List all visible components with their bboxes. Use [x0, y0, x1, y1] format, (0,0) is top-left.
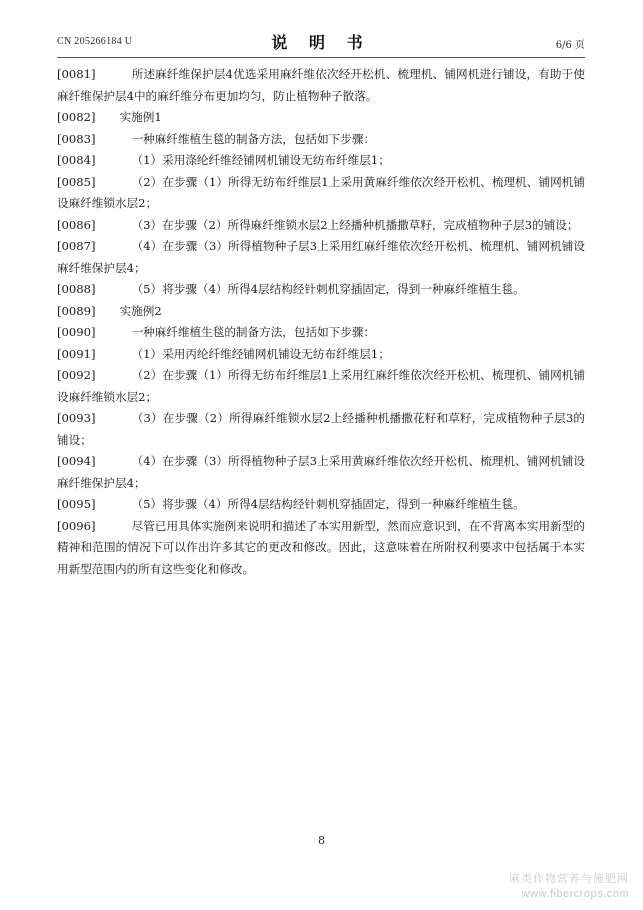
- paragraph: [57, 172, 585, 215]
- paragraph-tag: [0083]: [57, 131, 96, 146]
- paragraph: [57, 129, 585, 151]
- paragraph-tag: [0085]: [57, 174, 96, 189]
- footer-page-number: 8: [318, 834, 325, 847]
- paragraph-tag: [0094]: [57, 454, 96, 468]
- paragraph-text: （4）在步骤（3）所得植物种子层3上采用红麻纤维依次经开松机、梳理机、铺网机铺设麻纤维保护层4；: [57, 239, 585, 275]
- paragraph: [57, 494, 585, 516]
- paragraph: [57, 301, 585, 323]
- paragraph-text: 尽管已用具体实施例来说明和描述了本实用新型，然而应意识到，在不背离本实用新型的精神和范围的情况下可以作出许多其它的更改和修改。因此，这意味着在所附权利要求中包括属于本实用新型范围内的所有这些变化和修改。: [57, 518, 585, 576]
- paragraph-text: 实施例1: [119, 110, 162, 124]
- paragraph-tag: [0087]: [57, 239, 96, 253]
- watermark: [509, 872, 629, 902]
- paragraph-tag: [0088]: [57, 282, 96, 296]
- watermark-url: www.fibercrops.com: [521, 888, 629, 901]
- paragraph-text: （5）将步骤（4）所得4层结构经针刺机穿插固定，得到一种麻纤维植生毯。: [131, 497, 525, 511]
- paragraph-tag: [0081]: [57, 67, 96, 81]
- paragraph-tag: [0089]: [57, 303, 96, 318]
- paragraph: [57, 215, 585, 237]
- paragraph-tag: [0084]: [57, 153, 96, 167]
- watermark-site-name: 麻类作物营养与施肥网: [509, 873, 629, 886]
- page-indicator: 6/6 页: [555, 40, 585, 51]
- paragraph-text: （3）在步骤（2）所得麻纤维锁水层2上经播种机播撒草籽，完成植物种子层3的铺设；: [131, 217, 579, 232]
- paragraph-tag: [0096]: [57, 518, 96, 533]
- paragraph-text: （4）在步骤（3）所得植物种子层3上采用黄麻纤维依次经开松机、梳理机、铺网机铺设麻纤维保护层4；: [57, 454, 585, 490]
- document-body: [57, 64, 585, 580]
- paragraph-text: 一种麻纤维植生毯的制备方法，包括如下步骤：: [131, 325, 376, 339]
- paragraph: [57, 236, 585, 279]
- document-number: CN 205266184 U: [57, 36, 133, 47]
- paragraph-tag: [0086]: [57, 217, 96, 232]
- paragraph-text: （5）将步骤（4）所得4层结构经针刺机穿插固定，得到一种麻纤维植生毯。: [131, 282, 525, 296]
- paragraph: [57, 365, 585, 408]
- paragraph-tag: [0095]: [57, 497, 96, 511]
- paragraph-text: （3）在步骤（2）所得麻纤维锁水层2上经播种机播撒花籽和草籽，完成植物种子层3的铺设；: [57, 411, 585, 447]
- paragraph: [57, 64, 585, 107]
- paragraph: [57, 344, 585, 366]
- paragraph: [57, 150, 585, 172]
- paragraph-tag: [0091]: [57, 346, 96, 361]
- paragraph: [57, 516, 585, 581]
- paragraph: [57, 451, 585, 494]
- paragraph-tag: [0082]: [57, 110, 96, 124]
- paragraph-text: 所述麻纤维保护层4优选采用麻纤维依次经开松机、梳理机、铺网机进行铺设，有助于使麻纤维保护层4中的麻纤维分布更加均匀，防止植物种子散落。: [57, 67, 585, 103]
- header-divider: [57, 57, 585, 58]
- paragraph-text: （2）在步骤（1）所得无纺布纤维层1上采用黄麻纤维依次经开松机、梳理机、铺网机铺设麻纤维锁水层2；: [57, 174, 585, 210]
- paragraph-tag: [0093]: [57, 411, 96, 425]
- paragraph: [57, 408, 585, 451]
- paragraph-text: （1）采用丙纶纤维经铺网机铺设无纺布纤维层1；: [131, 346, 390, 361]
- paragraph-text: （2）在步骤（1）所得无纺布纤维层1上采用红麻纤维依次经开松机、梳理机、铺网机铺设麻纤维锁水层2；: [57, 368, 585, 404]
- paragraph: [57, 322, 585, 344]
- paragraph-text: 实施例2: [119, 303, 162, 318]
- paragraph: [57, 279, 585, 301]
- paragraph: [57, 107, 585, 129]
- paragraph-text: 一种麻纤维植生毯的制备方法，包括如下步骤：: [131, 131, 376, 146]
- paragraph-tag: [0090]: [57, 325, 96, 339]
- paragraph-text: （1）采用涤纶纤维经铺网机铺设无纺布纤维层1；: [131, 153, 390, 167]
- page-header: [57, 30, 585, 60]
- paragraph-tag: [0092]: [57, 368, 96, 382]
- document-title: 说 明 书: [271, 33, 371, 52]
